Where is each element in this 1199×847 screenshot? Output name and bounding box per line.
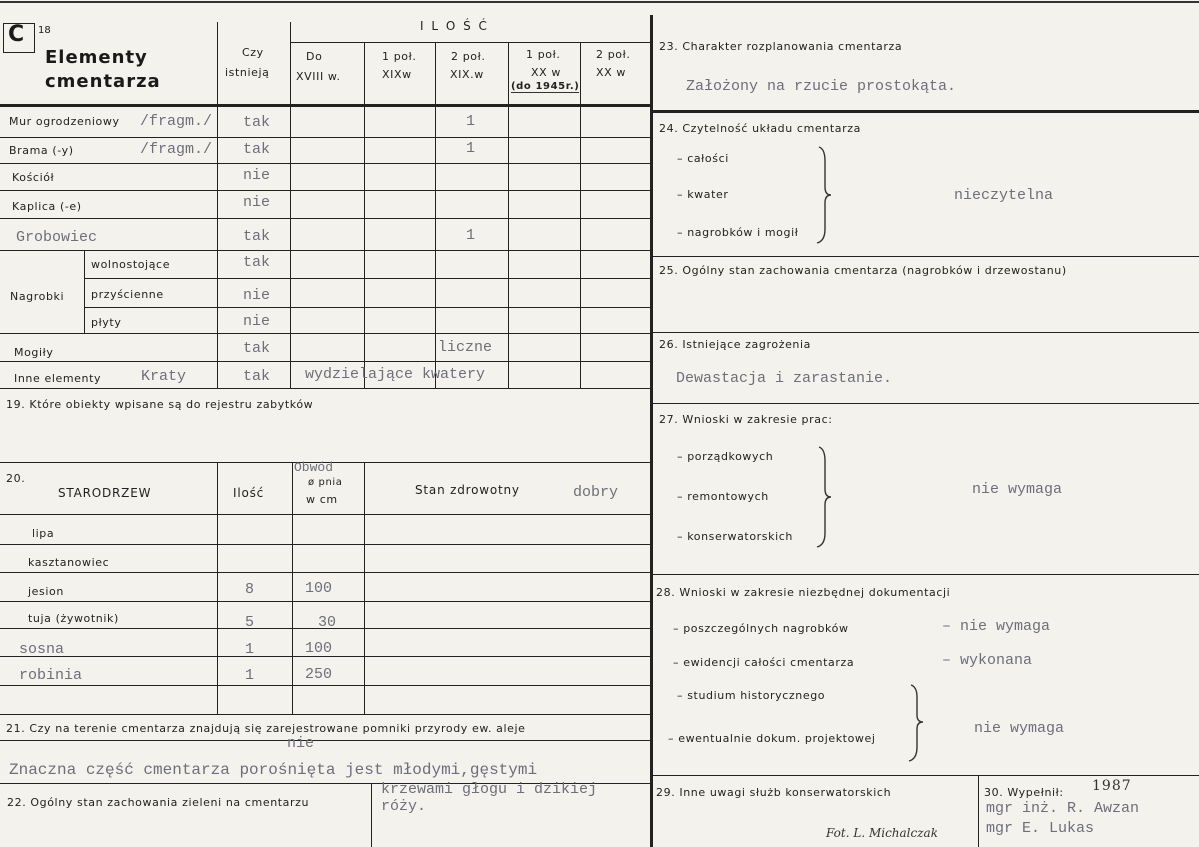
period-5a: 2 poł. bbox=[596, 48, 631, 61]
q23-label: 23. Charakter rozplanowania cmentarza bbox=[659, 40, 903, 53]
period-1a: Do bbox=[306, 50, 323, 63]
tree-name: robinia bbox=[19, 667, 83, 684]
q28-item-2: – ewidencji całości cmentarza bbox=[673, 656, 855, 669]
row-exists-grobowiec: tak bbox=[243, 228, 271, 245]
row-label-kosciol: Kościół bbox=[12, 171, 55, 184]
q20-col-obwod: Obwód bbox=[294, 460, 334, 475]
title-line2: cmentarza bbox=[45, 71, 161, 92]
row-typed-mur: /fragm./ bbox=[140, 113, 213, 130]
grid-line bbox=[435, 42, 436, 388]
grid-line bbox=[580, 42, 581, 388]
q22-label: 22. Ogólny stan zachowania zieleni na cmentarzu bbox=[7, 796, 310, 809]
grid-line bbox=[0, 104, 650, 107]
grid-line bbox=[650, 332, 1199, 333]
q29-label: 29. Inne uwagi służb konserwatorskich bbox=[656, 786, 892, 799]
q27-item-2: – remontowych bbox=[677, 490, 769, 503]
q27-label: 27. Wnioski w zakresie prac: bbox=[659, 413, 833, 426]
grid-line bbox=[0, 333, 650, 334]
tree-count: 8 bbox=[245, 581, 255, 598]
q28-label: 28. Wnioski w zakresie niezbędnej dokumentacji bbox=[656, 586, 951, 599]
nagrobki-label: Nagrobki bbox=[10, 290, 65, 303]
grid-line bbox=[0, 544, 650, 545]
q20-col-ilosc: Ilość bbox=[233, 486, 265, 500]
tree-count: 1 bbox=[245, 641, 255, 658]
period-3a: 2 poł. bbox=[451, 50, 486, 63]
grid-line bbox=[371, 783, 372, 847]
period-4b: XX w bbox=[531, 66, 561, 79]
period-3b: XIX.w bbox=[450, 68, 484, 81]
grid-line bbox=[0, 514, 650, 515]
q20-num: 20. bbox=[6, 472, 26, 485]
q24-label: 24. Czytelność układu cmentarza bbox=[659, 122, 861, 135]
q27-item-3: – konserwatorskich bbox=[677, 530, 793, 543]
tree-circ: 100 bbox=[305, 640, 333, 657]
grid-line bbox=[650, 574, 1199, 575]
ilosc-header: I L O Ś Ć bbox=[420, 19, 489, 33]
row-exists-mur: tak bbox=[243, 114, 271, 131]
q19-label: 19. Które obiekty wpisane są do rejestru zabytków bbox=[6, 398, 314, 411]
grid-line bbox=[217, 462, 218, 714]
q28-answer-1: – nie wymaga bbox=[942, 618, 1051, 635]
q20-stan-value: dobry bbox=[573, 484, 619, 501]
grid-line bbox=[292, 462, 293, 714]
q20-col-obwod3: w cm bbox=[306, 493, 338, 506]
period-2a: 1 poł. bbox=[382, 50, 417, 63]
inne-note: wydzielające kwatery bbox=[305, 366, 486, 383]
tree-count: 5 bbox=[245, 614, 255, 631]
grid-line bbox=[290, 42, 650, 43]
exists-header-1: Czy bbox=[242, 46, 264, 59]
grid-line bbox=[84, 278, 650, 279]
period-4c: (do 1945r.) bbox=[511, 81, 580, 92]
q24-item-2: – kwater bbox=[677, 188, 729, 201]
inne-typed: Kraty bbox=[141, 368, 187, 385]
row-label-kaplica: Kaplica (-e) bbox=[12, 200, 82, 213]
q30-year: 1987 bbox=[1092, 778, 1132, 794]
q28-item-3: – studium historycznego bbox=[677, 689, 826, 702]
row-count-mur: 1 bbox=[466, 113, 476, 130]
tree-circ: 30 bbox=[318, 614, 337, 631]
tree-name: lipa bbox=[32, 527, 55, 540]
grid-line bbox=[84, 250, 85, 333]
grid-line bbox=[217, 22, 218, 388]
q28-item-1: – poszczególnych nagrobków bbox=[673, 622, 849, 635]
grid-line bbox=[0, 361, 650, 362]
period-4a: 1 poł. bbox=[526, 48, 561, 61]
q23-answer: Założony na rzucie prostokąta. bbox=[686, 78, 957, 95]
tree-name: sosna bbox=[19, 641, 65, 658]
title-line1: Elementy bbox=[45, 47, 148, 68]
q28-answer-2: – wykonana bbox=[942, 652, 1033, 669]
inne-exists: tak bbox=[243, 368, 271, 385]
row-count-brama: 1 bbox=[466, 140, 476, 157]
q20-col-stan: Stan zdrowotny bbox=[415, 483, 520, 497]
tree-circ: 100 bbox=[305, 580, 333, 597]
tree-name: jesion bbox=[28, 585, 64, 598]
card-letter: C bbox=[8, 22, 25, 47]
q27-item-1: – porządkowych bbox=[677, 450, 774, 463]
q28-answer-3: nie wymaga bbox=[974, 720, 1065, 737]
grid-line bbox=[650, 110, 1199, 113]
grid-line bbox=[508, 42, 509, 388]
grid-line bbox=[650, 256, 1199, 257]
column-divider bbox=[650, 15, 653, 847]
brace-24 bbox=[815, 145, 835, 245]
mogily-exists: tak bbox=[243, 340, 271, 357]
tree-name: tuja (żywotnik) bbox=[28, 612, 119, 625]
tree-name: kasztanowiec bbox=[28, 556, 110, 569]
nagrobki-przyscienne-exists: nie bbox=[243, 287, 271, 304]
q30-label: 30. Wypełnił: bbox=[984, 786, 1064, 799]
mogily-label: Mogiły bbox=[14, 346, 54, 359]
q20-title: STARODRZEW bbox=[58, 486, 152, 500]
mogily-note: liczne bbox=[438, 339, 493, 356]
q21-label: 21. Czy na terenie cmentarza znajdują się zarejestrowane pomniki przyrody ew. aleje bbox=[6, 722, 526, 735]
brace-28 bbox=[907, 683, 927, 763]
grid-line bbox=[84, 307, 650, 308]
row-count-grobowiec: 1 bbox=[466, 227, 476, 244]
q30-name-1: mgr inż. R. Awzan bbox=[986, 800, 1140, 817]
grid-line bbox=[290, 22, 291, 388]
nagrobki-wolnostojace-exists: tak bbox=[243, 254, 271, 271]
q26-label: 26. Istniejące zagrożenia bbox=[659, 338, 812, 351]
grid-line bbox=[0, 137, 650, 138]
grid-line bbox=[650, 775, 1199, 776]
q30-name-2: mgr E. Lukas bbox=[986, 820, 1095, 837]
grid-line bbox=[364, 42, 365, 388]
nagrobki-przyscienne: przyścienne bbox=[91, 288, 164, 301]
grid-line bbox=[978, 775, 979, 847]
grid-line bbox=[0, 190, 650, 191]
grid-line bbox=[0, 572, 650, 573]
grid-line bbox=[0, 218, 650, 219]
card-number: 18 bbox=[38, 25, 51, 36]
q24-item-3: – nagrobków i mogił bbox=[677, 226, 799, 239]
tree-circ: 250 bbox=[305, 666, 333, 683]
q25-label: 25. Ogólny stan zachowania cmentarza (nagrobków i drzewostanu) bbox=[659, 264, 1067, 277]
inne-label: Inne elementy bbox=[14, 372, 102, 385]
grid-line bbox=[0, 388, 650, 389]
brace-27 bbox=[815, 445, 835, 549]
exists-header-2: istnieją bbox=[225, 66, 270, 79]
grid-line bbox=[0, 714, 650, 715]
q22-typed-line2: krzewami głogu i dzikiej bbox=[381, 781, 598, 798]
row-exists-kaplica: nie bbox=[243, 194, 271, 211]
q26-answer: Dewastacja i zarastanie. bbox=[676, 370, 893, 387]
nagrobki-plyty: płyty bbox=[91, 316, 122, 329]
q27-answer: nie wymaga bbox=[972, 481, 1063, 498]
q28-item-4: – ewentualnie dokum. projektowej bbox=[668, 732, 876, 745]
row-exists-kosciol: nie bbox=[243, 167, 271, 184]
grid-line bbox=[0, 740, 650, 741]
period-5b: XX w bbox=[596, 66, 626, 79]
grid-line bbox=[0, 163, 650, 164]
period-2b: XIXw bbox=[382, 68, 412, 81]
nagrobki-wolnostojace: wolnostojące bbox=[91, 258, 171, 271]
q24-answer: nieczytelna bbox=[954, 187, 1054, 204]
grid-line bbox=[0, 601, 650, 602]
grid-line bbox=[0, 250, 650, 251]
row-typed-brama: /fragm./ bbox=[140, 141, 213, 158]
top-border bbox=[0, 1, 1199, 3]
photo-credit: Fot. L. Michalczak bbox=[826, 826, 938, 840]
period-1b: XVIII w. bbox=[296, 70, 341, 83]
grid-line bbox=[364, 462, 365, 714]
nagrobki-plyty-exists: nie bbox=[243, 313, 271, 330]
q20-col-obwod2: ø pnia bbox=[308, 477, 343, 488]
grid-line bbox=[650, 403, 1199, 404]
row-exists-brama: tak bbox=[243, 141, 271, 158]
q21-answer: nie bbox=[287, 735, 315, 752]
q22-typed-line1: Znaczna część cmentarza porośnięta jest młodymi,gęstymi bbox=[9, 761, 538, 779]
q24-item-1: – całości bbox=[677, 152, 729, 165]
row-label-mur: Mur ogrodzeniowy bbox=[9, 115, 120, 128]
row-label-brama: Brama (-y) bbox=[9, 144, 74, 157]
tree-count: 1 bbox=[245, 667, 255, 684]
q22-typed-line3: róży. bbox=[381, 798, 427, 815]
row-label-grobowiec: Grobowiec bbox=[16, 229, 98, 246]
grid-line bbox=[0, 685, 650, 686]
